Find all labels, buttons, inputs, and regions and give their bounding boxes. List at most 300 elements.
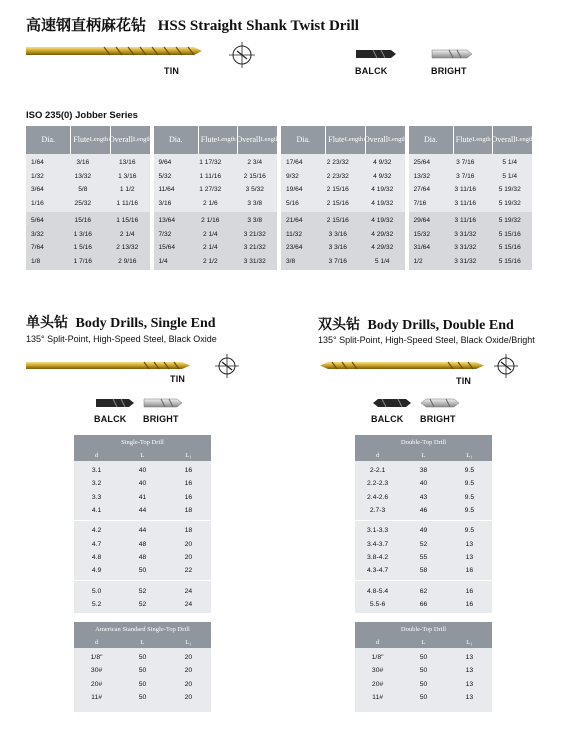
- column-header: L₁: [185, 451, 192, 459]
- table-row: [281, 258, 405, 265]
- table-row: [26, 244, 150, 251]
- flute-length-cell: 2 15/16: [326, 199, 349, 207]
- table-row: [355, 464, 492, 477]
- table-row: [74, 584, 211, 597]
- column-header: L₁: [466, 451, 473, 459]
- table-row: [26, 217, 150, 224]
- l1-cell: 18: [184, 527, 193, 535]
- l1-cell: 20: [184, 680, 193, 688]
- flute-length-cell: 3 7/16: [328, 257, 347, 265]
- table-title: American Standard Single-Top Drill: [95, 626, 190, 633]
- column-headers: [355, 636, 492, 648]
- dia-header: Dia.: [423, 135, 438, 145]
- double-end-subtitle: 135° Split-Point, High-Speed Steel, Black Oxide/Bright: [318, 335, 535, 345]
- flute-length-cell: 3/16: [76, 159, 90, 167]
- tin-twist-drill-image: [24, 36, 204, 64]
- jobber-row-group: [409, 212, 533, 270]
- flute-length-cell: 1 3/16: [73, 230, 92, 238]
- overall-header-text: Overall: [109, 135, 134, 145]
- table-row: [281, 217, 405, 224]
- overall-length-cell: 13/16: [119, 159, 136, 167]
- d-cell: 20#: [371, 680, 384, 688]
- table-row: [154, 186, 278, 193]
- l1-cell: 9.5: [464, 527, 475, 535]
- l1-cell: 9.5: [464, 467, 475, 475]
- l1-cell: 16: [184, 480, 193, 488]
- l1-cell: 20: [184, 540, 193, 548]
- flute-length-cell: 5/8: [78, 186, 88, 194]
- table-row: [409, 159, 533, 166]
- column-header: L: [140, 638, 145, 646]
- table-row: [355, 551, 492, 564]
- flute-length-cell: 3 11/16: [454, 186, 477, 194]
- flute-length-cell: 3 31/32: [454, 230, 477, 238]
- dia-header: Dia.: [168, 135, 183, 145]
- flute-header-text: Flute: [328, 135, 345, 145]
- overall-header-sub: Length: [515, 136, 534, 144]
- dia-header: Dia.: [296, 135, 310, 145]
- overall-length-cell: 2 15/16: [243, 172, 266, 180]
- column-header: d: [375, 451, 380, 459]
- page-title-en: HSS Straight Shank Twist Drill: [157, 18, 359, 34]
- flute-header-sub: Length: [344, 136, 364, 144]
- table-body: [355, 648, 492, 704]
- overall-length-cell: 2 3/4: [247, 159, 263, 167]
- jobber-block: [409, 126, 533, 270]
- black-label: BALCK: [355, 66, 388, 76]
- table-row: [26, 258, 150, 265]
- table-body: [74, 648, 211, 704]
- single-end-drill-image: [24, 354, 192, 378]
- l-cell: 52: [138, 600, 147, 608]
- single-end-black-label: BALCK: [94, 414, 127, 424]
- d-cell: 2.7-3: [369, 507, 386, 515]
- l1-cell: 16: [184, 467, 193, 475]
- jobber-header: [409, 126, 533, 154]
- table-row: [26, 186, 150, 193]
- l-cell: 38: [419, 467, 428, 475]
- dia-cell: 23/64: [286, 244, 303, 252]
- double-end-black-thumbnail: [372, 396, 412, 410]
- flute-header-text: Flute: [73, 135, 90, 145]
- d-cell: 3.2: [91, 480, 102, 488]
- l1-cell: 9.5: [464, 493, 475, 501]
- page-title-cn: 高速钢直柄麻花钻: [26, 16, 147, 34]
- dia-cell: 11/32: [286, 230, 303, 238]
- flute-header-text: Flute: [200, 135, 218, 145]
- overall-length-header: [237, 126, 277, 154]
- table-header: [74, 435, 211, 461]
- bright-drill-thumbnail: [431, 47, 473, 61]
- table-row: [154, 159, 278, 166]
- table-row: [355, 691, 492, 704]
- dia-cell: 1/16: [31, 199, 44, 207]
- table-row: [409, 231, 533, 238]
- l1-cell: 24: [184, 600, 193, 608]
- jobber-block: [281, 126, 405, 270]
- l-cell: 66: [419, 600, 428, 608]
- overall-length-cell: 5 1/4: [502, 172, 518, 180]
- table-row: [409, 244, 533, 251]
- dia-cell: 17/64: [286, 159, 303, 167]
- table-row: [281, 186, 405, 193]
- d-cell: 3.4-3.7: [367, 540, 389, 548]
- table-row: [281, 159, 405, 166]
- dia-cell: 11/64: [158, 186, 175, 194]
- single-end-tin-label: TIN: [170, 374, 186, 384]
- single-end-title-cn: 单头钻: [26, 315, 68, 331]
- l1-cell: 13: [465, 654, 474, 662]
- d-cell: 2.4-2.6: [367, 493, 389, 501]
- d-cell: 4.9: [91, 567, 102, 575]
- l-cell: 43: [419, 493, 428, 501]
- overall-header-sub: Length: [388, 136, 407, 144]
- table-row: [154, 173, 278, 180]
- table-row: [74, 598, 211, 611]
- jobber-series-title: ISO 235(0) Jobber Series: [26, 110, 138, 121]
- overall-length-cell: 3 3/8: [247, 217, 263, 225]
- jobber-block: [26, 126, 150, 270]
- flute-length-header: [198, 126, 238, 154]
- l-cell: 62: [419, 587, 428, 595]
- table-row: [355, 598, 492, 611]
- d-cell: 11#: [372, 694, 384, 702]
- table-row: [409, 173, 533, 180]
- table-row: [409, 186, 533, 193]
- l-cell: 50: [419, 680, 428, 688]
- d-cell: 4.7: [91, 540, 102, 548]
- table-row: [74, 678, 211, 691]
- l1-cell: 13: [465, 680, 474, 688]
- l1-cell: 9.5: [464, 507, 475, 515]
- overall-length-cell: 5 19/32: [498, 199, 521, 207]
- drill-end-view-icon: [229, 42, 255, 68]
- l1-cell: 13: [465, 667, 474, 675]
- double-end-bright-thumbnail: [420, 396, 460, 410]
- overall-header-text: Overall: [491, 135, 516, 145]
- dia-cell: 21/64: [286, 217, 303, 225]
- flute-length-cell: 2 1/4: [202, 230, 218, 238]
- column-headers: [74, 449, 211, 461]
- l1-cell: 13: [465, 553, 474, 561]
- group-separator: [355, 520, 492, 521]
- d-cell: 11#: [91, 694, 103, 702]
- d-cell: 5.2: [91, 600, 102, 608]
- group-separator: [74, 580, 211, 581]
- overall-length-cell: 5 19/32: [498, 186, 521, 194]
- double-end-title-cn: 双头钻: [318, 317, 360, 333]
- table-row: [154, 258, 278, 265]
- l1-cell: 20: [184, 654, 193, 662]
- overall-length-cell: 5 15/16: [498, 230, 521, 238]
- overall-length-cell: 2 13/32: [116, 244, 139, 252]
- overall-length-cell: 3 21/32: [243, 230, 266, 238]
- table-row: [154, 217, 278, 224]
- dia-cell: 1/64: [31, 159, 44, 167]
- single-end-subtitle: 135° Split-Point, High-Speed Steel, Black Oxide: [26, 334, 217, 344]
- d-cell: 5.0: [91, 587, 102, 595]
- overall-length-cell: 4 29/32: [371, 230, 394, 238]
- overall-length-cell: 2 1/4: [119, 230, 135, 238]
- single-end-end-view-icon: [215, 354, 239, 378]
- overall-length-cell: 3 31/32: [243, 257, 266, 265]
- flute-header-text: Flute: [455, 135, 473, 145]
- overall-length-cell: 1 1/2: [119, 186, 135, 194]
- d-cell: 30#: [90, 667, 103, 675]
- table-row: [26, 173, 150, 180]
- table-body: [355, 461, 492, 611]
- jobber-block: [154, 126, 278, 270]
- dia-cell: 5/64: [31, 217, 44, 225]
- column-header: L: [140, 451, 145, 459]
- dia-cell: 15/64: [158, 244, 176, 252]
- column-header: L: [421, 638, 426, 646]
- flute-length-cell: 3 7/16: [456, 159, 475, 167]
- table-row: [74, 691, 211, 704]
- flute-length-cell: 3 31/32: [454, 257, 477, 265]
- dia-cell: 1/32: [31, 172, 44, 180]
- jobber-row-group: [281, 154, 405, 212]
- dia-cell: 3/64: [31, 186, 44, 194]
- l1-cell: 16: [465, 587, 474, 595]
- d-cell: 2.2-2.3: [367, 480, 389, 488]
- l1-cell: 9.5: [464, 480, 475, 488]
- d-cell: 3.1-3.3: [367, 527, 389, 535]
- flute-length-cell: 1 17/32: [199, 159, 222, 167]
- overall-length-header: [492, 126, 532, 154]
- table-row: [74, 524, 211, 537]
- jobber-row-group: [154, 154, 278, 212]
- d-cell: 1/8": [90, 654, 103, 662]
- overall-length-cell: 5 19/32: [498, 217, 521, 225]
- table-row: [281, 173, 405, 180]
- table-row: [355, 524, 492, 537]
- overall-length-cell: 5 15/16: [498, 257, 521, 265]
- flute-length-cell: 15/16: [74, 217, 92, 225]
- black-drill-thumbnail: [355, 47, 397, 61]
- table-row: [26, 200, 150, 207]
- l1-cell: 16: [184, 493, 193, 501]
- table-row: [74, 491, 211, 504]
- l-cell: 40: [419, 480, 428, 488]
- overall-length-cell: 2 9/16: [118, 257, 137, 265]
- jobber-row-group: [26, 212, 150, 270]
- l-cell: 46: [419, 507, 428, 515]
- jobber-row-group: [281, 212, 405, 270]
- flute-length-cell: 1 11/16: [199, 172, 222, 180]
- flute-length-cell: 2 23/32: [326, 159, 349, 167]
- l1-cell: 20: [184, 667, 193, 675]
- flute-header-sub: Length: [472, 136, 491, 144]
- table-title: Double-Top Drill: [400, 439, 447, 446]
- table-header: [355, 435, 492, 461]
- flute-length-cell: 2 1/16: [201, 217, 220, 225]
- l-cell: 50: [419, 694, 428, 702]
- tin-label: TIN: [164, 66, 180, 76]
- l-cell: 58: [419, 567, 428, 575]
- overall-length-cell: 3 21/32: [243, 244, 266, 252]
- l1-cell: 18: [184, 507, 193, 515]
- dia-cell: 9/32: [286, 172, 299, 180]
- double-end-end-view-icon: [494, 354, 518, 378]
- table-row: [355, 537, 492, 550]
- overall-length-cell: 4 29/32: [371, 244, 394, 252]
- double-end-bright-label: BRIGHT: [420, 414, 456, 424]
- double-end-black-label: BALCK: [371, 414, 404, 424]
- bright-label: BRIGHT: [431, 66, 467, 76]
- table-row: [409, 258, 533, 265]
- jobber-row-group: [26, 154, 150, 212]
- flute-length-cell: 2 1/4: [202, 244, 218, 252]
- overall-length-cell: 3 3/8: [247, 199, 263, 207]
- l-cell: 50: [138, 694, 147, 702]
- column-header: L: [421, 451, 426, 459]
- flute-length-cell: 3 11/16: [454, 199, 477, 207]
- dia-cell: 5/32: [158, 172, 172, 180]
- single-end-bright-thumbnail: [143, 396, 183, 410]
- d-cell: 4.8: [91, 553, 102, 561]
- double-top-drill-table: [355, 435, 492, 613]
- table-row: [355, 491, 492, 504]
- flute-length-cell: 3 31/32: [454, 244, 477, 252]
- flute-length-cell: 2 15/16: [326, 217, 349, 225]
- table-row: [154, 244, 278, 251]
- table-row: [355, 504, 492, 517]
- flute-length-cell: 3 7/16: [456, 172, 475, 180]
- jobber-row-group: [409, 154, 533, 212]
- d-cell: 30#: [371, 667, 384, 675]
- single-end-black-thumbnail: [95, 396, 135, 410]
- dia-cell: 31/64: [413, 244, 431, 252]
- table-row: [26, 159, 150, 166]
- dia-header: Dia.: [41, 135, 55, 145]
- dia-cell: 9/64: [158, 159, 172, 167]
- d-cell: 1/8": [371, 654, 384, 662]
- table-row: [355, 564, 492, 577]
- overall-length-cell: 4 9/32: [373, 159, 392, 167]
- column-header: d: [375, 638, 380, 646]
- flute-length-cell: 1 5/16: [73, 244, 92, 252]
- table-row: [74, 664, 211, 677]
- column-header: d: [94, 638, 99, 646]
- jobber-header: [26, 126, 150, 154]
- single-end-bright-label: BRIGHT: [143, 414, 179, 424]
- l-cell: 50: [419, 654, 428, 662]
- dia-cell: 13/64: [158, 217, 176, 225]
- flute-length-cell: 1 7/16: [73, 257, 92, 265]
- overall-length-cell: 1 15/16: [116, 217, 139, 225]
- table-row: [154, 200, 278, 207]
- table-header: [74, 622, 211, 648]
- d-cell: 2-2.1: [369, 467, 386, 475]
- table-body: [74, 461, 211, 611]
- dia-cell: 3/8: [286, 257, 296, 265]
- d-cell: 3.3: [91, 493, 102, 501]
- d-cell: 4.2: [91, 527, 102, 535]
- dia-cell: 25/64: [413, 159, 431, 167]
- dia-cell: 3/16: [158, 199, 172, 207]
- l1-cell: 16: [465, 567, 474, 575]
- flute-length-cell: 2 15/16: [326, 186, 349, 194]
- jobber-table: [26, 126, 532, 270]
- table-row: [74, 464, 211, 477]
- flute-length-cell: 3 11/16: [454, 217, 477, 225]
- overall-header-text: Overall: [364, 135, 389, 145]
- column-headers: [74, 636, 211, 648]
- group-separator: [74, 520, 211, 521]
- table-row: [409, 200, 533, 207]
- table-row: [355, 584, 492, 597]
- table-row: [74, 551, 211, 564]
- double-end-title: [318, 314, 514, 334]
- l-cell: 55: [419, 553, 428, 561]
- table-row: [281, 244, 405, 251]
- l-cell: 50: [138, 667, 147, 675]
- flute-header-sub: Length: [217, 136, 236, 144]
- table-row: [355, 664, 492, 677]
- table-row: [409, 217, 533, 224]
- d-cell: 3.8-4.2: [367, 553, 389, 561]
- dia-cell: 15/32: [413, 230, 431, 238]
- table-row: [154, 231, 278, 238]
- dia-cell: 1/8: [31, 257, 41, 265]
- l1-cell: 13: [465, 694, 474, 702]
- table-row: [355, 651, 492, 664]
- l-cell: 44: [138, 527, 147, 535]
- overall-length-cell: 4 19/32: [371, 199, 394, 207]
- overall-length-cell: 3 5/32: [245, 186, 264, 194]
- flute-length-cell: 3 3/16: [328, 244, 347, 252]
- overall-length-cell: 5 1/4: [502, 159, 518, 167]
- double-end-title-en: Body Drills, Double End: [367, 318, 514, 333]
- overall-length-cell: 4 19/32: [371, 186, 394, 194]
- flute-length-header: [453, 126, 493, 154]
- group-separator: [355, 580, 492, 581]
- page-title: [26, 14, 359, 35]
- l-cell: 50: [419, 667, 428, 675]
- overall-length-cell: 4 9/32: [373, 172, 392, 180]
- l-cell: 50: [138, 680, 147, 688]
- l-cell: 49: [419, 527, 428, 535]
- d-cell: 3.1: [91, 467, 102, 475]
- dia-cell: 5/16: [286, 199, 299, 207]
- overall-header-sub: Length: [133, 136, 152, 144]
- l-cell: 48: [138, 553, 147, 561]
- flute-length-cell: 13/32: [74, 172, 92, 180]
- flute-length-cell: 2 23/32: [326, 172, 349, 180]
- flute-length-cell: 2 1/2: [202, 257, 218, 265]
- dia-cell: 7/32: [158, 230, 172, 238]
- single-end-title: [26, 312, 216, 332]
- overall-length-cell: 1 3/16: [118, 172, 137, 180]
- d-cell: 5.5-6: [369, 600, 386, 608]
- dia-cell: 27/64: [413, 186, 431, 194]
- dia-cell: 1/4: [158, 257, 168, 265]
- table-row: [74, 651, 211, 664]
- l-cell: 41: [138, 493, 147, 501]
- table-row: [26, 231, 150, 238]
- l-cell: 48: [138, 540, 147, 548]
- dia-cell: 13/32: [413, 172, 431, 180]
- dia-cell: 3/32: [31, 230, 44, 238]
- column-header: d: [94, 451, 99, 459]
- d-cell: 4.1: [91, 507, 102, 515]
- l-cell: 44: [138, 507, 147, 515]
- d-cell: 4.3-4.7: [367, 567, 389, 575]
- l-cell: 40: [138, 480, 147, 488]
- overall-length-cell: 5 1/4: [374, 257, 390, 265]
- table-row: [355, 477, 492, 490]
